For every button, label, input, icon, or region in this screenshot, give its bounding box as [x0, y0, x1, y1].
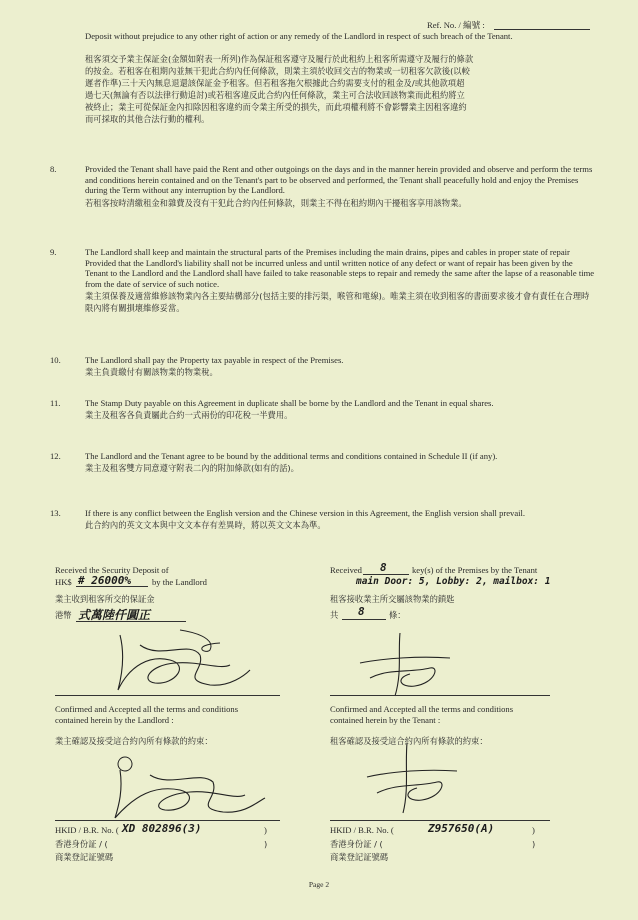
landlord-id-zh-1-close: ) — [264, 839, 268, 849]
landlord-signature-confirm — [95, 750, 275, 820]
intro-zh — [85, 53, 605, 125]
intro-en: Deposit without prejudice to any other right of action or any remedy of the Landlord in respect of such breach of the Tenant. — [85, 31, 513, 41]
clause-8-en: Provided the Tenant shall have paid the Rent and other outgoings on the days and in the manner herein provided and observe and perform the terms and conditions herein contained and on the Tenant's part to be observed and performed, the Tenant shall peacefully hold and enjoy the Premises during the Term without any interruption by the Landlord. — [85, 164, 593, 196]
page-number: Page 2 — [308, 880, 330, 889]
deposit-zh-label: 業主收到租客所交的保証金 — [55, 594, 155, 604]
intro-zh-line: 而可採取的其他合法行動的權利。 — [85, 114, 210, 124]
intro-zh-line: 被終止；業主可從保証金內扣除因租客違約而令業主所受的損失，而此項權利將不會影響業主因租客違約 — [85, 102, 467, 112]
clause-12-number: 12. — [50, 451, 61, 461]
intro-zh-line: 遲者作準)三十天內無息退還該保証金予租客。但若租客拖欠根據此合約需要支付的租金及/或其他款項超 — [85, 78, 465, 88]
keys-count-handwritten: 8 — [380, 561, 387, 574]
keys-count-line — [363, 574, 409, 575]
clause-12 — [85, 451, 595, 474]
landlord-id-zh-2: 商業登記証號碼 — [55, 852, 114, 862]
tenant-id-zh-2: 商業登記証號碼 — [330, 852, 389, 862]
clause-10-zh: 業主負責繳付有關該物業的物業稅。 — [85, 366, 218, 377]
clause-10-number: 10. — [50, 355, 61, 365]
landlord-signature-line-1 — [55, 695, 280, 696]
tenant-confirm-en-2: contained herein by the Tenant : — [330, 715, 441, 725]
tenant-id-handwritten: Z957650(A) — [428, 822, 495, 835]
tenant-confirm-zh: 租客確認及接受這合約內所有條款的約束： — [330, 736, 488, 746]
landlord-confirm-zh: 業主確認及接受這合約內所有條款的約束： — [55, 736, 213, 746]
landlord-id-handwritten: XD 802896(3) — [122, 822, 202, 835]
landlord-signature-deposit — [80, 625, 260, 695]
clause-11-zh: 業主及租客各負責屬此合約一式兩份的印花稅一半費用。 — [85, 409, 293, 420]
landlord-id-close: ) — [264, 825, 267, 835]
clause-9-en: The Landlord shall keep and maintain the structural parts of the Premises including the main drains, pipes and cables in proper state of repair Provided that the Landlord's liability shall not be incurred unless and until written notice of any defect or want of repair has been given by the Tenant to the Landlord and the Landlord shall have failed to take reasonable steps to repair and remedy the same after the lapse of a reasonable time from the date of service of such notice. — [85, 247, 595, 289]
clause-9 — [85, 247, 595, 314]
tenant-confirm-en-1: Confirmed and Accepted all the terms and conditions — [330, 704, 514, 714]
deposit-received-label: Received the Security Deposit of — [55, 565, 169, 575]
tenant-signature-line-2 — [330, 820, 550, 821]
deposit-hk-label: HK$ — [55, 577, 72, 587]
ref-no-label: Ref. No. / 編號 : — [427, 20, 485, 30]
clause-13 — [85, 508, 595, 531]
keys-detail-handwritten: main Door: 5, Lobby: 2, mailbox: 1 — [356, 576, 551, 587]
clause-9-zh: 業主須保養及適當維修該物業內各主要結構部分(包括主要的排污渠，喉管和電線)。唯業主須在收到租客的書面要求後才會有責任在合理時限內將有關損壞維修妥當。 — [85, 291, 590, 314]
landlord-id-zh-1: 香港身份証 / ( — [55, 839, 108, 849]
clause-12-zh: 業主及租客雙方同意遵守附表二內的附加條款(如有的話)。 — [85, 462, 299, 473]
tenant-signature-line-1 — [330, 695, 550, 696]
intro-zh-line: 過七天(無論有否以法律行動追討)或若租客違反此合約內任何條款，業主可合法收回該物業而此租約將立 — [85, 90, 465, 100]
tenant-signature-keys — [340, 628, 480, 698]
clause-10 — [85, 355, 595, 378]
deposit-hkd-zh: 港幣 — [55, 610, 72, 620]
clause-8 — [85, 164, 595, 209]
intro-zh-line: 的按金。若租客在租期內並無干犯此合約內任何條款，則業主須於收回交吉的物業或一切租客欠款後(以較 — [85, 66, 470, 76]
clause-9-number: 9. — [50, 247, 57, 257]
clause-8-number: 8. — [50, 164, 57, 174]
clause-11-number: 11. — [50, 398, 61, 408]
landlord-confirm-en-2: contained herein by the Landlord : — [55, 715, 174, 725]
clause-10-en: The Landlord shall pay the Property tax payable in respect of the Premises. — [85, 355, 344, 365]
landlord-confirm-en-1: Confirmed and Accepted all the terms and conditions — [55, 704, 239, 714]
clause-11 — [85, 398, 595, 421]
tenant-id-zh-1-close: ) — [532, 839, 536, 849]
deposit-amount-zh-handwritten: 式萬陸仟圓正 — [78, 608, 151, 622]
clause-11-en: The Stamp Duty payable on this Agreement in duplicate shall be borne by the Landlord and the Tenant in equal shares. — [85, 398, 494, 408]
tenant-id-label: HKID / B.R. No. ( — [330, 825, 394, 835]
deposit-by-landlord: by the Landlord — [152, 577, 207, 587]
ref-no-line — [494, 29, 590, 30]
clause-8-zh: 若租客按時清繳租金和雜費及沒有干犯此合約內任何條款，則業主不得在租約期內干擾租客享用該物業。 — [85, 197, 467, 208]
clause-13-en: If there is any conflict between the English version and the Chinese version in this Agreement, the English version shall prevail. — [85, 508, 526, 518]
keys-received-label: Received — [330, 565, 362, 575]
clause-13-zh: 此合約內的英文文本與中文文本存有差異時，將以英文文本為準。 — [85, 519, 326, 530]
tenant-id-zh-1: 香港身份証 / ( — [330, 839, 383, 849]
intro-zh-line: 租客須交予業主保証金(金額如附表一所列)作為保証租客遵守及履行於此租約上租客所需遵守及履行的條款 — [85, 54, 474, 64]
deposit-amount-line — [76, 586, 148, 587]
keys-zh-count-handwritten: 8 — [358, 605, 365, 618]
tenant-id-close: ) — [532, 825, 535, 835]
clause-13-number: 13. — [50, 508, 61, 518]
keys-zh-label: 租客接收業主所交屬該物業的鎖匙 — [330, 594, 455, 604]
deposit-amount-handwritten: # 26000% — [78, 574, 131, 587]
keys-zh-count-line — [342, 619, 386, 620]
landlord-id-label: HKID / B.R. No. ( — [55, 825, 119, 835]
keys-zh-total: 共 — [330, 610, 339, 620]
keys-suffix: key(s) of the Premises by the Tenant — [412, 565, 538, 575]
deposit-amount-zh-line — [76, 621, 186, 622]
tenant-signature-confirm — [345, 735, 485, 815]
landlord-signature-line-2 — [55, 820, 280, 821]
clause-12-en: The Landlord and the Tenant agree to be bound by the additional terms and conditions contained in Schedule II (if any). — [85, 451, 498, 461]
keys-zh-unit: 條： — [389, 610, 406, 620]
